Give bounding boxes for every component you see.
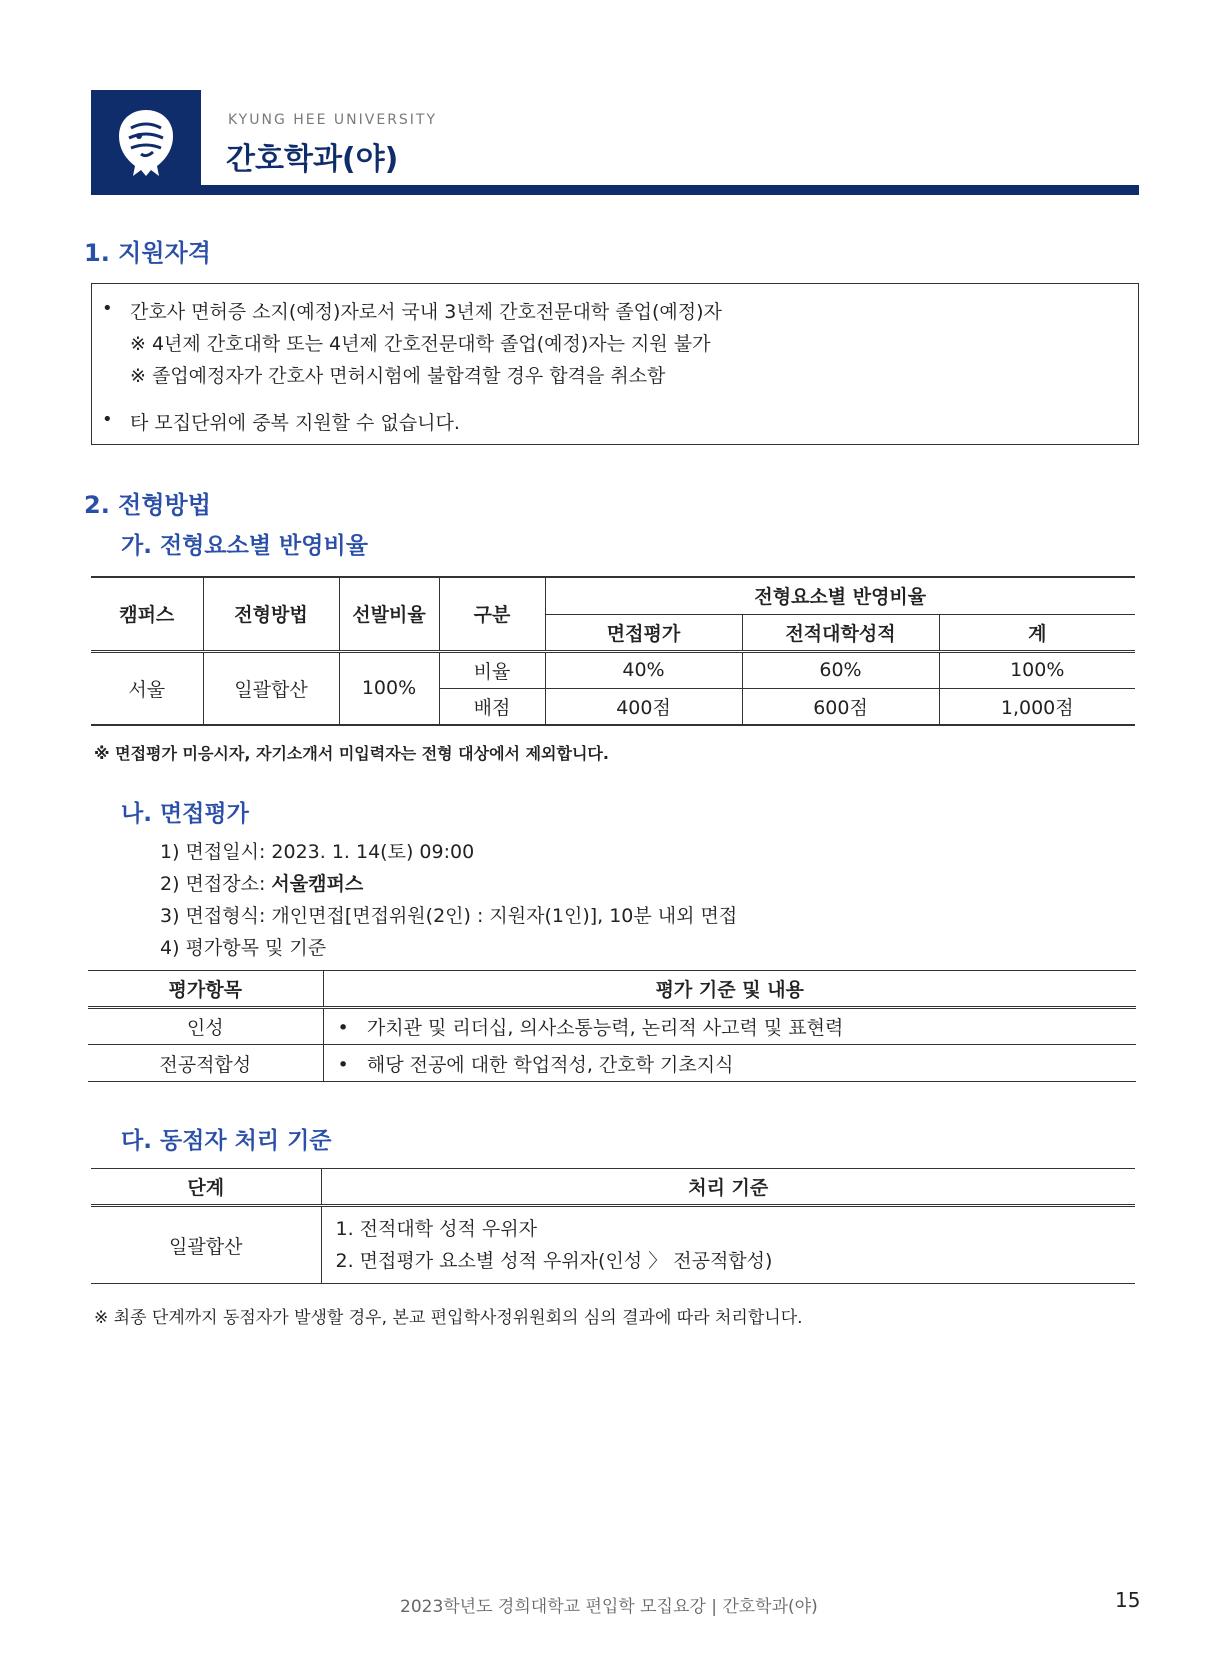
cell-grades: 60%: [742, 651, 939, 688]
header-divider: [91, 185, 1139, 195]
criteria-item: 2. 면접평가 요소별 성적 우위자(인성 〉 전공적합성): [335, 1250, 773, 1272]
eligibility-item: 간호사 면허증 소지(예정)자로서 국내 3년제 간호전문대학 졸업(예정)자: [130, 301, 722, 323]
bullet-icon: •: [102, 409, 113, 430]
interview-format: [160, 901, 737, 928]
interview-place-value: 서울캠퍼스: [271, 873, 364, 895]
header-category: 구분: [439, 577, 545, 651]
header-ratio: 선발비율: [339, 577, 439, 651]
cell-label: 비율: [439, 651, 545, 688]
eligibility-box: [91, 283, 1139, 445]
interview-format-value: 개인면접[면접위원(2인) : 지원자(1인)], 10분 내외 면접: [271, 905, 738, 927]
cell-method: 일괄합산: [203, 651, 339, 725]
interview-format-label: 3) 면접형식:: [160, 905, 272, 927]
interview-date: [160, 837, 474, 864]
lion-emblem-icon: [111, 106, 181, 180]
interview-place-label: 2) 면접장소:: [160, 873, 272, 895]
tiebreak-table: [91, 1168, 1135, 1284]
header-campus: 캠퍼스: [91, 577, 203, 651]
eligibility-note: ※ 졸업예정자가 간호사 면허시험에 불합격할 경우 합격을 취소함: [130, 365, 666, 387]
header-eval-criteria: 평가 기준 및 내용: [323, 971, 1136, 1008]
tiebreak-note: ※ 최종 단계까지 동점자가 발생할 경우, 본교 편입학사정위원회의 심의 결과에 따라 처리합니다.: [94, 1308, 803, 1328]
eval-desc: [323, 1045, 1136, 1082]
header-interview: 면접평가: [545, 614, 742, 651]
header-group: 전형요소별 반영비율: [545, 577, 1135, 614]
criteria-cell: [321, 1206, 1135, 1284]
eval-desc-text: 가치관 및 리더십, 의사소통능력, 논리적 사고력 및 표현력: [366, 1017, 844, 1039]
subsection-b-title: 나. 면접평가: [121, 801, 249, 827]
interview-date-label: 1) 면접일시:: [160, 841, 272, 863]
header-stage: 단계: [91, 1169, 321, 1206]
section2-title: 2. 전형방법: [84, 491, 211, 519]
criteria-item: 1. 전적대학 성적 우위자: [335, 1218, 537, 1240]
department-title: 간호학과(야): [226, 142, 399, 177]
header-criteria: 처리 기준: [321, 1169, 1135, 1206]
cell-interview: 400점: [545, 688, 742, 725]
ratio-table: [91, 576, 1135, 726]
cell-interview: 40%: [545, 651, 742, 688]
bullet-icon: •: [337, 1017, 349, 1039]
table-row: [88, 1045, 1136, 1082]
table-row: [91, 651, 1135, 688]
evaluation-criteria-label: 4) 평가항목 및 기준: [160, 937, 327, 959]
eval-desc-text: 해당 전공에 대한 학업적성, 간호학 기초지식: [366, 1053, 734, 1076]
page-number: 15: [1115, 1588, 1141, 1612]
exclusion-note: ※ 면접평가 미응시자, 자기소개서 미입력자는 전형 대상에서 제외합니다.: [94, 744, 609, 763]
eval-desc: [323, 1008, 1136, 1045]
cell-ratio: 100%: [339, 651, 439, 725]
table-row: [88, 1008, 1136, 1045]
footer-text: 2023학년도 경희대학교 편입학 모집요강 | 간호학과(야): [400, 1597, 818, 1617]
bullet-icon: •: [102, 298, 113, 319]
cell-campus: 서울: [91, 651, 203, 725]
cell-total: 1,000점: [939, 688, 1135, 725]
eval-item: 인성: [88, 1008, 323, 1045]
subsection-a-title: 가. 전형요소별 반영비율: [121, 533, 368, 559]
eligibility-note: ※ 4년제 간호대학 또는 4년제 간호전문대학 졸업(예정)자는 지원 불가: [130, 333, 711, 355]
eligibility-item: 타 모집단위에 중복 지원할 수 없습니다.: [130, 412, 460, 434]
interview-date-value: 2023. 1. 14(토) 09:00: [271, 841, 475, 863]
section1-title: 1. 지원자격: [84, 239, 211, 267]
interview-place: [160, 869, 363, 896]
header-total: 계: [939, 614, 1135, 651]
stage-cell: 일괄합산: [91, 1206, 321, 1284]
header-grades: 전적대학성적: [742, 614, 939, 651]
bullet-icon: •: [337, 1053, 349, 1076]
university-logo: [91, 90, 201, 195]
header-eval-item: 평가항목: [88, 971, 323, 1008]
header-method: 전형방법: [203, 577, 339, 651]
cell-total: 100%: [939, 651, 1135, 688]
table-row: [91, 1206, 1135, 1284]
subsection-c-title: 다. 동점자 처리 기준: [121, 1128, 332, 1154]
university-name: KYUNG HEE UNIVERSITY: [228, 112, 438, 128]
evaluation-table: [88, 970, 1136, 1082]
eval-item: 전공적합성: [88, 1045, 323, 1082]
cell-label: 배점: [439, 688, 545, 725]
cell-grades: 600점: [742, 688, 939, 725]
